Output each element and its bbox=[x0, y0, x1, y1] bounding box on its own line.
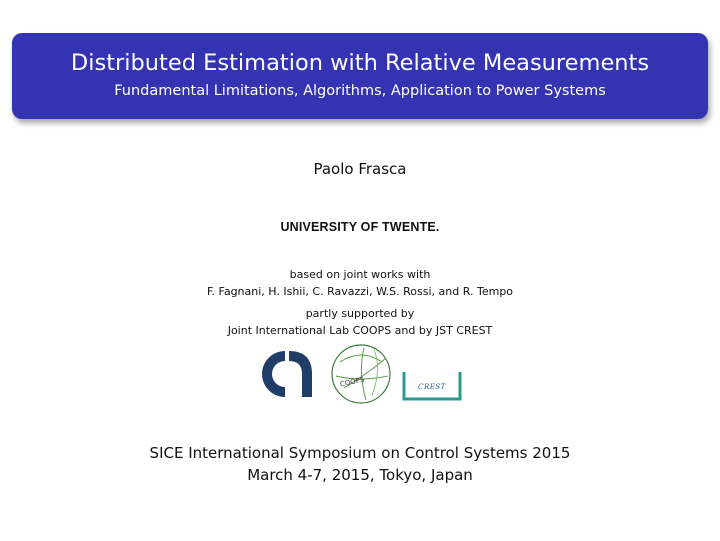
sponsor-logos bbox=[0, 340, 720, 405]
collaborators-list: F. Fagnani, H. Ishii, C. Ravazzi, W.S. Rossi, and R. Tempo bbox=[206, 285, 514, 298]
author-name: Paolo Frasca bbox=[313, 160, 407, 178]
conference-name: SICE International Symposium on Control Systems 2015 bbox=[149, 444, 571, 462]
slide-subtitle: Fundamental Limitations, Algorithms, Application to Power Systems bbox=[114, 83, 606, 99]
support-block bbox=[0, 305, 720, 339]
based-on-label: based on joint works with bbox=[289, 268, 431, 281]
coops-logo-text: COOPS bbox=[339, 375, 366, 389]
support-label: partly supported by bbox=[305, 307, 415, 320]
support-list: Joint International Lab COOPS and by JST CREST bbox=[227, 324, 493, 337]
cnr-logo-icon bbox=[258, 346, 316, 402]
collaborators-block bbox=[0, 266, 720, 300]
slide-title: Distributed Estimation with Relative Measurements bbox=[70, 50, 650, 76]
crest-logo-text: CREST bbox=[418, 383, 446, 391]
university-name: UNIVERSITY OF TWENTE. bbox=[280, 219, 440, 234]
title-box bbox=[12, 33, 708, 119]
conference-date-location: March 4-7, 2015, Tokyo, Japan bbox=[247, 466, 473, 484]
crest-logo-icon bbox=[402, 370, 462, 402]
venue-block bbox=[0, 442, 720, 486]
coops-logo-icon bbox=[330, 342, 392, 406]
